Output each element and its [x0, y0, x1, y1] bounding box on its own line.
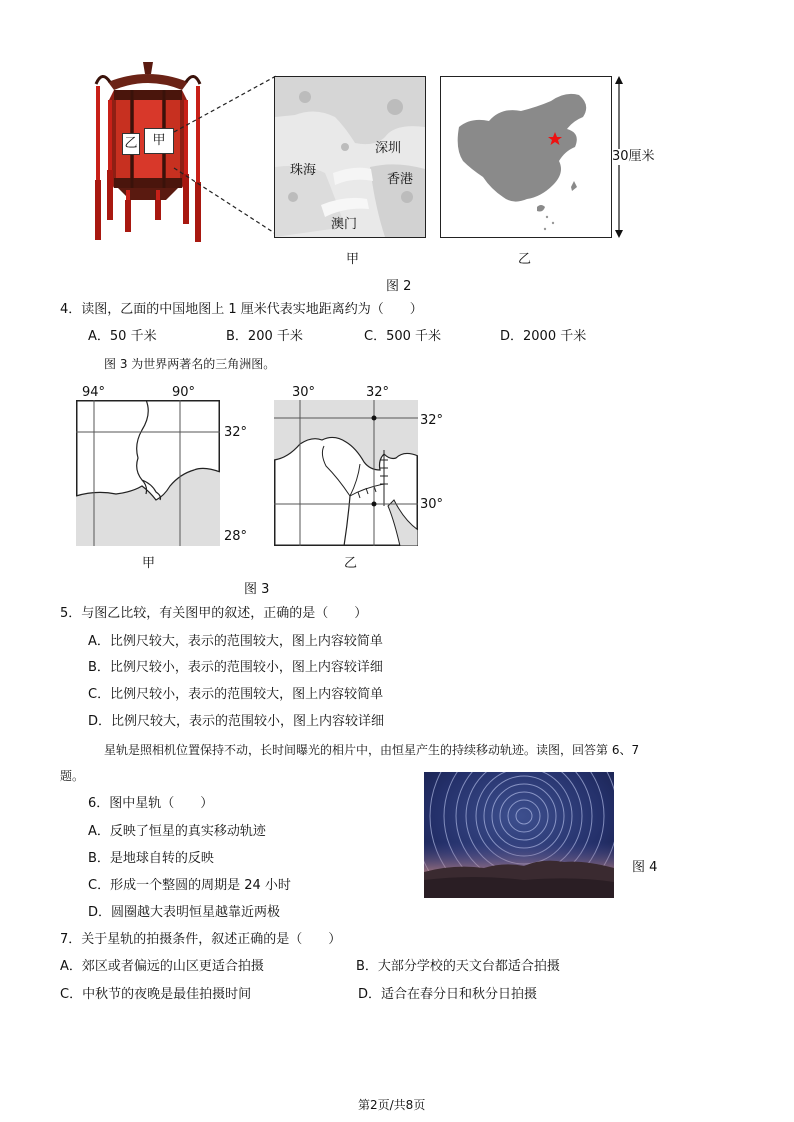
q6-option-b: B．是地球自转的反映	[88, 851, 214, 866]
star-trails-photo	[424, 772, 614, 898]
panel-yi-map	[440, 76, 612, 238]
q7-stem: 7．关于星轨的拍摄条件，叙述正确的是（ ）	[60, 932, 342, 947]
q67-intro-line1: 星轨是照相机位置保持不动，长时间曝光的相片中，由恒星产生的持续移动轨迹。读图，回答第 6、7	[104, 743, 640, 757]
map-jia-label: 甲	[142, 556, 156, 571]
map-yi-lon-30: 30°	[292, 385, 316, 400]
q4-option-b: B．200 千米	[226, 329, 303, 344]
place-shenzhen: 深圳	[375, 141, 402, 156]
q67-intro-line2: 题。	[60, 769, 85, 783]
map-jia-lat-28: 28°	[224, 529, 248, 544]
q7-option-b: B．大部分学校的天文台都适合拍摄	[356, 959, 560, 974]
place-hongkong: 香港	[387, 172, 414, 187]
height-label: 30厘米	[612, 149, 655, 164]
map-yi-lat-30: 30°	[420, 497, 444, 512]
place-zhuhai: 珠海	[290, 163, 317, 178]
q5-option-a: A．比例尺较大，表示的范围较大，图上内容较简单	[88, 634, 383, 649]
q7-option-c: C．中秋节的夜晚是最佳拍摄时间	[60, 987, 252, 1002]
place-macau: 澳门	[331, 217, 358, 232]
q6-option-a: A．反映了恒星的真实移动轨迹	[88, 824, 266, 839]
figure-3-caption: 图 3	[244, 582, 270, 597]
map-yi-label: 乙	[344, 556, 358, 571]
leader-lines	[170, 70, 280, 240]
map-jia-lon-90: 90°	[172, 385, 196, 400]
map-jia-lat-32: 32°	[224, 425, 248, 440]
pearl-river-mouth-map	[275, 77, 425, 237]
q4-stem: 4．读图，乙面的中国地图上 1 厘米代表实地距离约为（ ）	[60, 302, 423, 317]
lantern-label-yi: 乙	[122, 133, 140, 155]
q4-option-a: A．50 千米	[88, 329, 157, 344]
q7-option-d: D．适合在春分日和秋分日拍摄	[358, 987, 538, 1002]
map-yi-lon-32: 32°	[366, 385, 390, 400]
q5-option-c: C．比例尺较小，表示的范围较大，图上内容较简单	[88, 687, 384, 702]
q5-stem: 5．与图乙比较，有关图甲的叙述，正确的是（ ）	[60, 606, 368, 621]
fig3-intro: 图 3 为世界两著名的三角洲图。	[104, 357, 276, 371]
figure-4-caption: 图 4	[632, 860, 658, 875]
q6-option-c: C．形成一个整圆的周期是 24 小时	[88, 878, 291, 893]
map-yi-delta	[274, 400, 418, 546]
china-map	[441, 77, 611, 237]
map-yi-lat-32: 32°	[420, 413, 444, 428]
lantern-label-jia: 甲	[144, 128, 174, 154]
map-jia-lon-94: 94°	[82, 385, 106, 400]
q4-option-c: C．500 千米	[364, 329, 442, 344]
figure-2-caption: 图 2	[386, 279, 412, 294]
q6-option-d: D．圆圈越大表明恒星越靠近两极	[88, 905, 281, 920]
panel-jia-map	[274, 76, 426, 238]
q6-stem: 6．图中星轨（ ）	[88, 796, 214, 811]
panel-yi-label: 乙	[518, 252, 532, 267]
q5-option-b: B．比例尺较小，表示的范围较小，图上内容较详细	[88, 660, 383, 675]
q4-option-d: D．2000 千米	[500, 329, 587, 344]
q7-option-a: A．郊区或者偏远的山区更适合拍摄	[60, 959, 264, 974]
panel-jia-label: 甲	[346, 252, 360, 267]
page-footer: 第2页/共8页	[358, 1098, 426, 1112]
q5-option-d: D．比例尺较大，表示的范围较小，图上内容较详细	[88, 714, 385, 729]
map-jia-delta	[76, 400, 220, 546]
